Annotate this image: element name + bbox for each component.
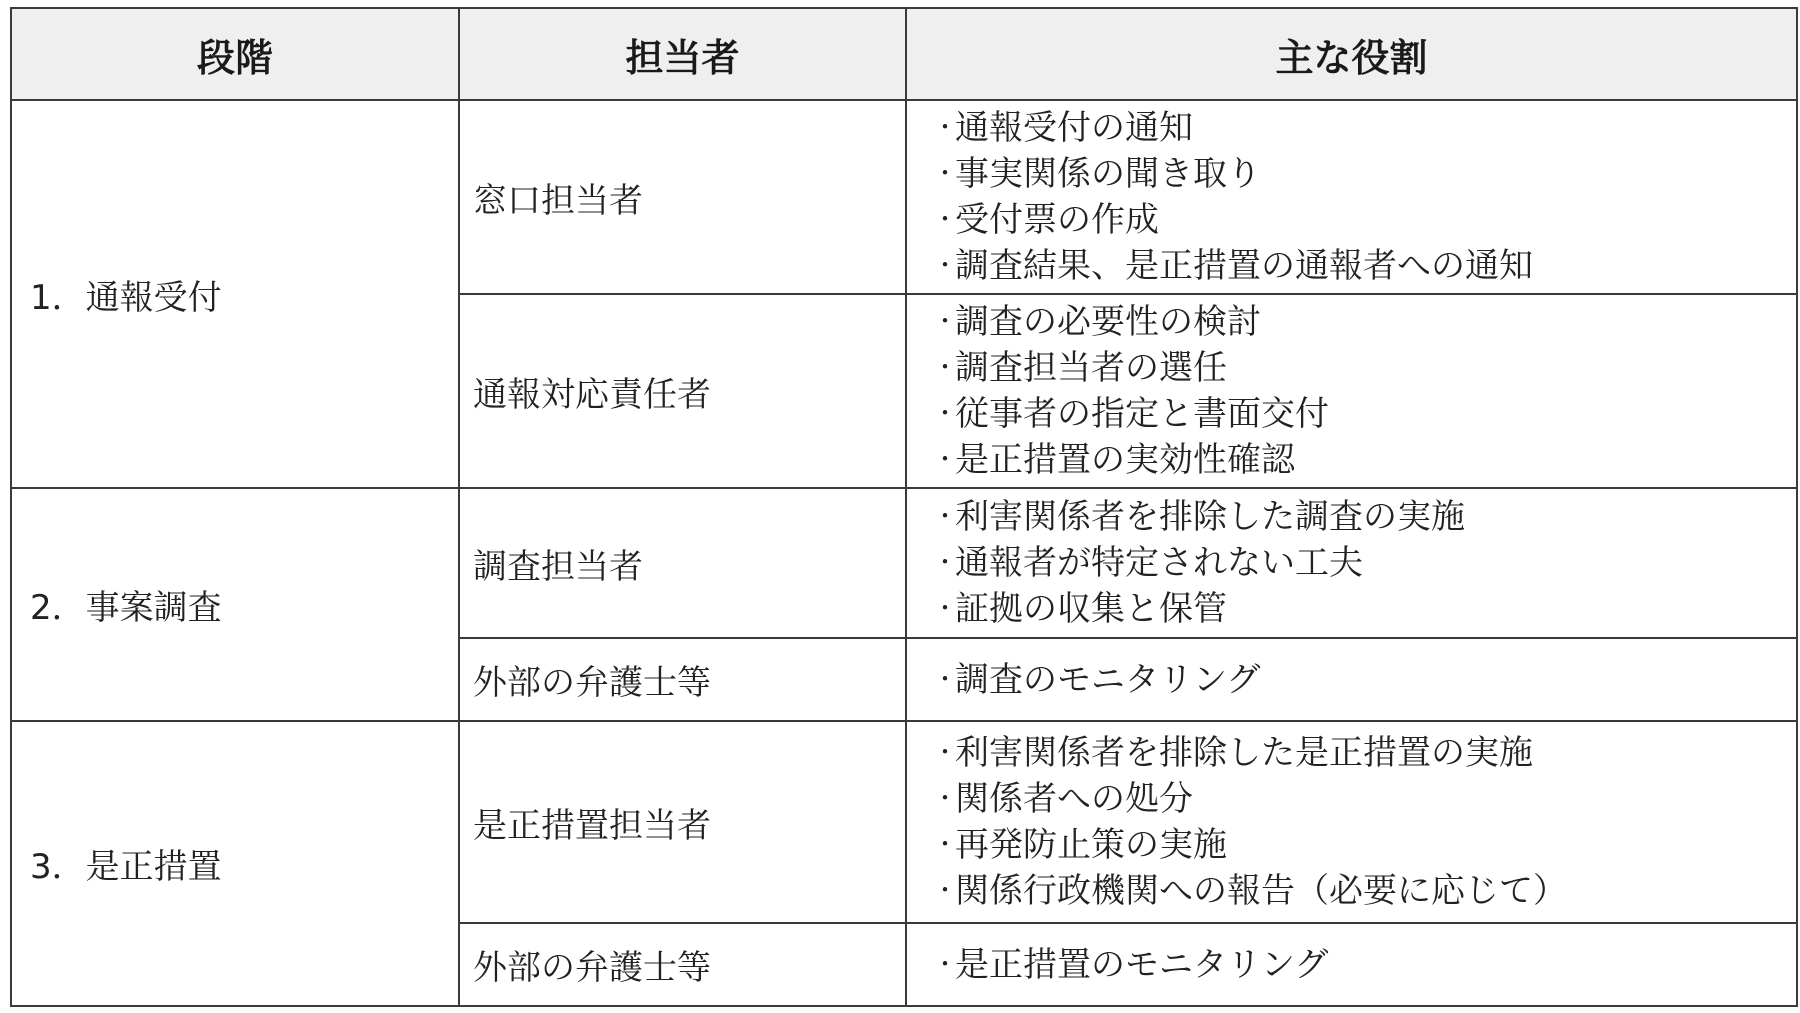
- duty-item: ・ 調査のモニタリング: [933, 657, 1796, 703]
- stage-cell: 2．事案調査: [11, 488, 459, 721]
- duty-item: ・ 従事者の指定と書面交付: [933, 391, 1796, 437]
- duty-item: ・ 証拠の収集と保管: [933, 586, 1796, 632]
- duty-list: [933, 105, 1796, 289]
- duty-item: ・ 利害関係者を排除した調査の実施: [933, 494, 1796, 540]
- duty-item: ・ 通報受付の通知: [933, 105, 1796, 151]
- duty-list: [933, 657, 1796, 703]
- duty-list: [933, 299, 1796, 483]
- duty-item: ・ 受付票の作成: [933, 197, 1796, 243]
- stage-cell: 1．通報受付: [11, 100, 459, 488]
- duties-cell: [906, 488, 1797, 638]
- stage-cell: 3．是正措置: [11, 721, 459, 1006]
- duty-item: ・ 事実関係の聞き取り: [933, 151, 1796, 197]
- header-row: [11, 8, 1797, 100]
- duties-cell: [906, 638, 1797, 721]
- person-cell: 調査担当者: [459, 488, 906, 638]
- table-row: [11, 488, 1797, 638]
- duty-item: ・ 関係行政機関への報告（必要に応じて）: [933, 868, 1796, 914]
- duty-list: [933, 494, 1796, 632]
- duty-item: ・ 調査結果、是正措置の通報者への通知: [933, 243, 1796, 289]
- person-cell: 通報対応責任者: [459, 294, 906, 488]
- roles-table: [10, 7, 1798, 1007]
- duty-item: ・ 調査の必要性の検討: [933, 299, 1796, 345]
- duty-item: ・ 通報者が特定されない工夫: [933, 540, 1796, 586]
- duty-item: ・ 関係者への処分: [933, 776, 1796, 822]
- person-cell: 窓口担当者: [459, 100, 906, 294]
- duty-item: ・ 是正措置のモニタリング: [933, 942, 1796, 988]
- duty-item: ・ 是正措置の実効性確認: [933, 437, 1796, 483]
- duty-list: [933, 942, 1796, 988]
- duty-item: ・ 調査担当者の選任: [933, 345, 1796, 391]
- duties-cell: [906, 721, 1797, 923]
- duty-list: [933, 730, 1796, 914]
- person-cell: 外部の弁護士等: [459, 638, 906, 721]
- person-cell: 是正措置担当者: [459, 721, 906, 923]
- header-role: 主な役割: [906, 8, 1797, 100]
- duties-cell: [906, 923, 1797, 1006]
- duties-cell: [906, 100, 1797, 294]
- duties-cell: [906, 294, 1797, 488]
- duty-item: ・ 再発防止策の実施: [933, 822, 1796, 868]
- header-stage: 段階: [11, 8, 459, 100]
- table-row: [11, 100, 1797, 294]
- person-cell: 外部の弁護士等: [459, 923, 906, 1006]
- header-person: 担当者: [459, 8, 906, 100]
- table-row: [11, 721, 1797, 923]
- duty-item: ・ 利害関係者を排除した是正措置の実施: [933, 730, 1796, 776]
